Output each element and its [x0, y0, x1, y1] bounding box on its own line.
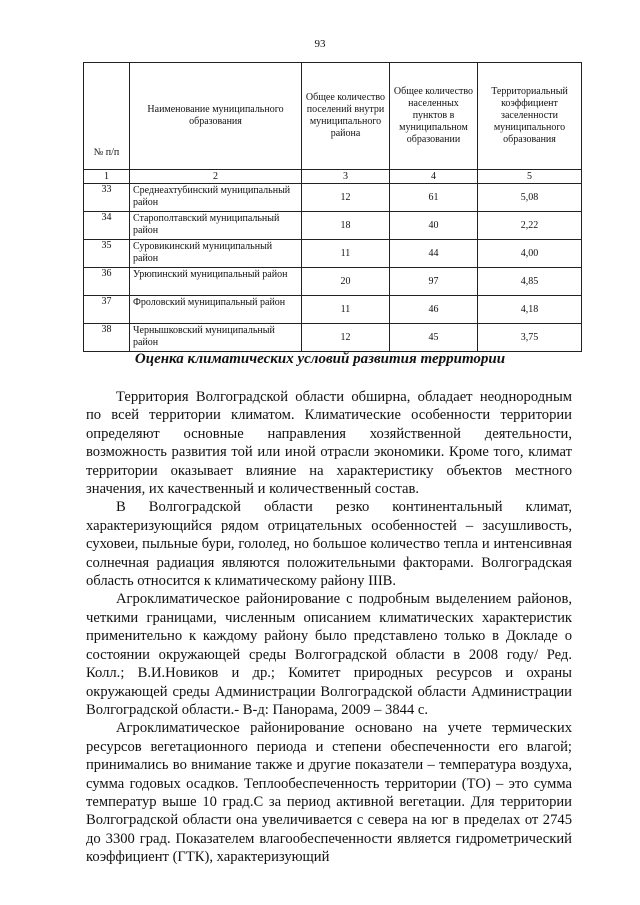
header-coefficient: Территориальный коэффициент заселенности муниципального образования [478, 63, 582, 170]
row-number: 34 [84, 212, 130, 240]
paragraph: Территория Волгоградской области обширна, обладает неоднородным по всей территории климатом. Климатические особенности территории определяют основные направления хозяйственной деятельности, возможность развития той или иной отрасли экономики. Кроме того, климат территории оказывает влияние на характеристику объектов местного значения, их качественный и количественный состав. [86, 389, 572, 498]
row-number: 38 [84, 324, 130, 352]
municipality-name: Чернышковский муниципальный район [130, 324, 302, 352]
paragraph: В Волгоградской области резко континентальный климат, характеризующийся рядом отрицательных особенностей – засушливость, суховеи, пыльные бури, гололед, но большое количество тепла и интенсивная солнечная радиация являются положительными факторами. Волгоградская область относится к климатическому району IIIВ. [86, 499, 572, 590]
settlements-count: 20 [302, 268, 390, 296]
settlements-count: 12 [302, 324, 390, 352]
density-coefficient: 4,00 [478, 240, 582, 268]
settlements-count: 18 [302, 212, 390, 240]
table-row [84, 240, 582, 268]
row-number: 36 [84, 268, 130, 296]
paragraph: Агроклиматическое районирование основано на учете термических ресурсов вегетационного периода и степени обеспеченности его влагой; принимались во внимание также и другие показатели – температура воздуха, сумма годовых осадков. Теплообеспеченность территории (ТО) – это сумма температур выше 10 град.С за период активной вегетации. Для территории Волгоградской области она увеличивается с севера на юг в пределах от 2745 до 3300 град. Показателем влагообеспеченности является гидрометрический коэффициент (ГТК), характеризующий [86, 720, 572, 866]
table-row [84, 296, 582, 324]
column-index: 5 [478, 170, 582, 184]
column-index: 4 [390, 170, 478, 184]
localities-count: 46 [390, 296, 478, 324]
density-coefficient: 2,22 [478, 212, 582, 240]
row-number: 33 [84, 184, 130, 212]
table-row [84, 184, 582, 212]
localities-count: 40 [390, 212, 478, 240]
localities-count: 61 [390, 184, 478, 212]
row-number: 37 [84, 296, 130, 324]
localities-count: 97 [390, 268, 478, 296]
column-index: 1 [84, 170, 130, 184]
header-settlements: Общее количество поселений внутри муниципального района [302, 63, 390, 170]
density-coefficient: 4,18 [478, 296, 582, 324]
page-number: 93 [314, 38, 326, 50]
localities-count: 44 [390, 240, 478, 268]
column-index-row [84, 170, 582, 184]
table-row [84, 212, 582, 240]
density-coefficient: 3,75 [478, 324, 582, 352]
settlements-count: 11 [302, 296, 390, 324]
paragraph: Агроклиматическое районирование с подробным выделением районов, четкими границами, численным описанием климатических характеристик применительно к каждому району было представлено только в Докладе о состоянии окружающей среды Волгоградской области в 2008 году/ Ред. Колл.; В.И.Новиков и др.; Комитет природных ресурсов и охраны окружающей среды Администрации Волгоградской области Администрации Волгоградской области.- В-д: Панорама, 2009 – 3844 с. [86, 591, 572, 718]
table-row [84, 268, 582, 296]
density-coefficient: 5,08 [478, 184, 582, 212]
header-name: Наименование муниципального образования [130, 63, 302, 170]
localities-count: 45 [390, 324, 478, 352]
row-number: 35 [84, 240, 130, 268]
header-localities: Общее количество населенных пунктов в муниципальном образовании [390, 63, 478, 170]
municipality-name: Фроловский муниципальный район [130, 296, 302, 324]
table-row [84, 324, 582, 352]
table-header-row [84, 63, 582, 170]
section-heading: Оценка климатических условий развития территории [134, 351, 506, 367]
municipal-settlement-table [83, 62, 582, 352]
column-index: 2 [130, 170, 302, 184]
municipality-name: Суровикинский муниципальный район [130, 240, 302, 268]
body-text [86, 388, 572, 867]
column-index: 3 [302, 170, 390, 184]
header-number: № п/п [84, 63, 130, 170]
municipality-name: Среднеахтубинский муниципальный район [130, 184, 302, 212]
settlements-count: 12 [302, 184, 390, 212]
density-coefficient: 4,85 [478, 268, 582, 296]
municipality-name: Урюпинский муниципальный район [130, 268, 302, 296]
settlements-count: 11 [302, 240, 390, 268]
municipality-name: Старополтавский муниципальный район [130, 212, 302, 240]
